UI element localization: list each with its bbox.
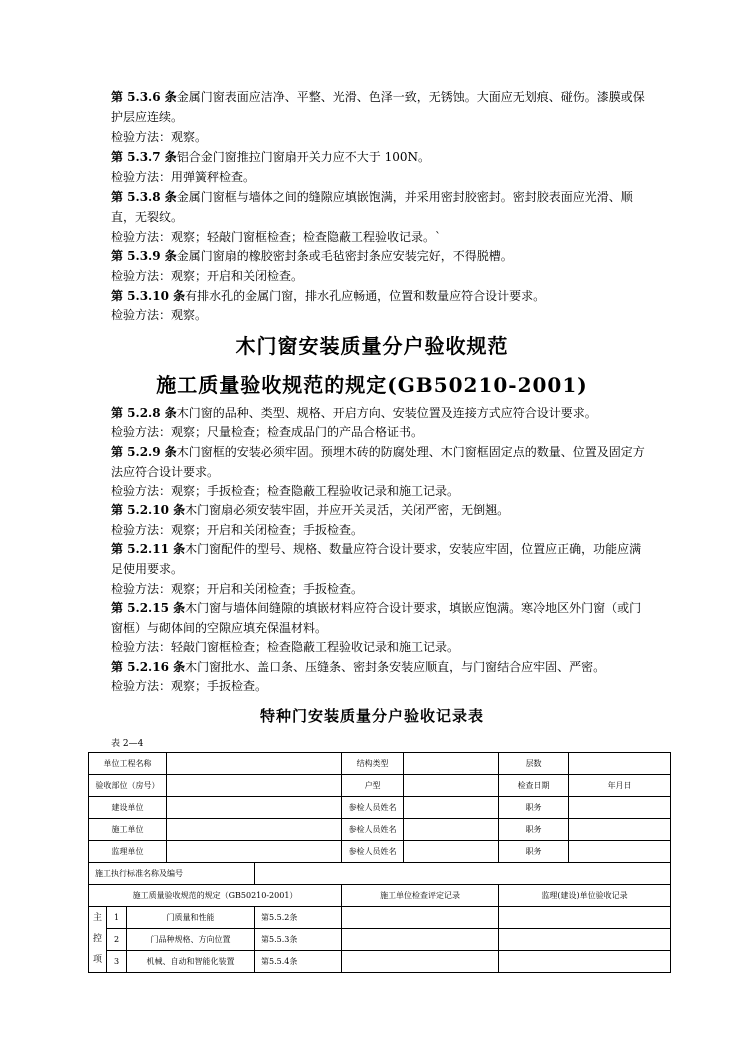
value-cell[interactable]	[569, 841, 671, 863]
article-5-3-10: 第 5.3.10 条有排水孔的金属门窗，排水孔应畅通，位置和数量应符合设计要求。	[111, 289, 546, 303]
label-cell: 检查日期	[499, 775, 569, 797]
inspection-method: 检验方法：观察；开启和关闭检查；手扳检查。	[111, 582, 364, 596]
table-row	[89, 841, 671, 863]
value-cell[interactable]	[167, 819, 342, 841]
label-cell: 户型	[342, 775, 404, 797]
article-5-2-11: 第 5.2.11 条木门窗配件的型号、规格、数量应符合设计要求，安装应牢固，位置应正确，功能应满足使用要求。	[111, 542, 642, 576]
label-cell: 施工执行标准名称及编号	[89, 863, 255, 885]
item-name: 门质量和性能	[127, 907, 255, 929]
value-cell[interactable]	[569, 819, 671, 841]
value-cell[interactable]	[167, 797, 342, 819]
inspection-method: 检验方法：观察；手扳检查；检查隐蔽工程验收记录和施工记录。	[111, 484, 460, 498]
article-5-2-10: 第 5.2.10 条木门窗扇必须安装牢固，并应开关灵活，关闭严密，无倒翘。	[111, 503, 510, 517]
table-title: 特种门安装质量分户验收记录表	[259, 707, 484, 725]
inspection-method: 检验方法：轻敲门窗框检查；检查隐蔽工程验收记录和施工记录。	[111, 640, 460, 654]
value-cell[interactable]	[404, 775, 499, 797]
label-cell: 监理单位	[89, 841, 167, 863]
item-clause: 第5.5.2条	[255, 907, 342, 929]
main-heading: 木门窗安装质量分户验收规范	[235, 334, 509, 358]
header-cell: 施工单位检查评定记录	[342, 885, 499, 907]
construction-record-cell[interactable]	[342, 929, 499, 951]
table-tag: 表 2—4	[111, 739, 144, 749]
table-row	[89, 863, 671, 885]
inspection-method: 检验方法：观察；手扳检查。	[111, 679, 268, 693]
acceptance-record-table	[88, 752, 671, 973]
table-row	[89, 951, 671, 973]
item-clause: 第5.5.4条	[255, 951, 342, 973]
item-name: 门品种规格、方向位置	[127, 929, 255, 951]
label-cell: 职务	[499, 819, 569, 841]
value-cell[interactable]	[255, 863, 671, 885]
inspection-method: 检验方法：观察。	[111, 130, 208, 144]
inspection-method: 检验方法：观察；开启和关闭检查；手扳检查。	[111, 523, 364, 537]
inspection-method: 检验方法：用弹簧秤检查。	[111, 170, 256, 184]
label-cell: 单位工程名称	[89, 753, 167, 775]
value-cell[interactable]	[569, 753, 671, 775]
value-cell[interactable]	[404, 797, 499, 819]
label-cell: 施工单位	[89, 819, 167, 841]
label-cell: 职务	[499, 841, 569, 863]
item-number: 3	[107, 951, 127, 973]
header-cell: 监理(建设)单位验收记录	[499, 885, 671, 907]
label-cell: 层数	[499, 753, 569, 775]
inspection-method: 检验方法：观察；尺量检查；检查成品门的产品合格证书。	[111, 425, 424, 439]
construction-record-cell[interactable]	[342, 907, 499, 929]
label-cell: 参检人员姓名	[342, 841, 404, 863]
article-5-2-16: 第 5.2.16 条木门窗批水、盖口条、压缝条、密封条安装应顺直，与门窗结合应牢固、严密。	[111, 660, 606, 674]
table-row	[89, 885, 671, 907]
article-5-3-7: 第 5.3.7 条铝合金门窗推拉门窗扇开关力应不大于 100N。	[111, 150, 430, 164]
value-cell[interactable]	[404, 819, 499, 841]
article-5-2-9: 第 5.2.9 条木门窗框的安装必须牢固。预埋木砖的防腐处理、木门窗框固定点的数量、位置及固定方法应符合设计要求。	[111, 445, 645, 479]
supervision-record-cell[interactable]	[499, 907, 671, 929]
label-cell: 建设单位	[89, 797, 167, 819]
group-label: 主 控 项	[89, 907, 107, 973]
value-cell[interactable]	[167, 753, 342, 775]
value-cell[interactable]	[404, 841, 499, 863]
inspection-method: 检验方法：观察；轻敲门窗框检查；检查隐蔽工程验收记录。`	[111, 230, 442, 244]
header-cell: 施工质量验收规范的规定（GB50210-2001）	[89, 885, 342, 907]
supervision-record-cell[interactable]	[499, 929, 671, 951]
value-cell[interactable]	[569, 797, 671, 819]
article-5-3-8: 第 5.3.8 条金属门窗框与墙体之间的缝隙应填嵌饱满，并采用密封胶密封。密封胶表面应光滑、顺直，无裂纹。	[111, 190, 633, 224]
table-row	[89, 819, 671, 841]
inspection-method: 检验方法：观察；开启和关闭检查。	[111, 269, 304, 283]
inspection-method: 检验方法：观察。	[111, 308, 208, 322]
sub-heading: 施工质量验收规范的规定(GB50210-2001)	[156, 373, 588, 397]
article-5-2-8: 第 5.2.8 条木门窗的品种、类型、规格、开启方向、安装位置及连接方式应符合设计要求。	[111, 406, 597, 420]
table-row	[89, 929, 671, 951]
construction-record-cell[interactable]	[342, 951, 499, 973]
item-clause: 第5.5.3条	[255, 929, 342, 951]
table-row	[89, 753, 671, 775]
date-cell[interactable]: 年月日	[569, 775, 671, 797]
item-name: 机械、自动和智能化装置	[127, 951, 255, 973]
item-number: 1	[107, 907, 127, 929]
label-cell: 结构类型	[342, 753, 404, 775]
article-5-2-15: 第 5.2.15 条木门窗与墙体间缝隙的填嵌材料应符合设计要求，填嵌应饱满。寒冷地区外门窗（或门窗框）与砌体间的空隙应填充保温材料。	[111, 601, 642, 635]
table-row	[89, 797, 671, 819]
supervision-record-cell[interactable]	[499, 951, 671, 973]
label-cell: 参检人员姓名	[342, 797, 404, 819]
item-number: 2	[107, 929, 127, 951]
value-cell[interactable]	[404, 753, 499, 775]
value-cell[interactable]	[167, 841, 342, 863]
label-cell: 验收部位（房号）	[89, 775, 167, 797]
table-row	[89, 775, 671, 797]
article-5-3-9: 第 5.3.9 条金属门窗扇的橡胶密封条或毛毡密封条应安装完好，不得脱槽。	[111, 249, 513, 263]
label-cell: 参检人员姓名	[342, 819, 404, 841]
value-cell[interactable]	[167, 775, 342, 797]
label-cell: 职务	[499, 797, 569, 819]
table-row	[89, 907, 671, 929]
article-5-3-6: 第 5.3.6 条金属门窗表面应洁净、平整、光滑、色泽一致，无锈蚀。大面应无划痕、碰伤。漆膜或保护层应连续。	[111, 90, 645, 124]
